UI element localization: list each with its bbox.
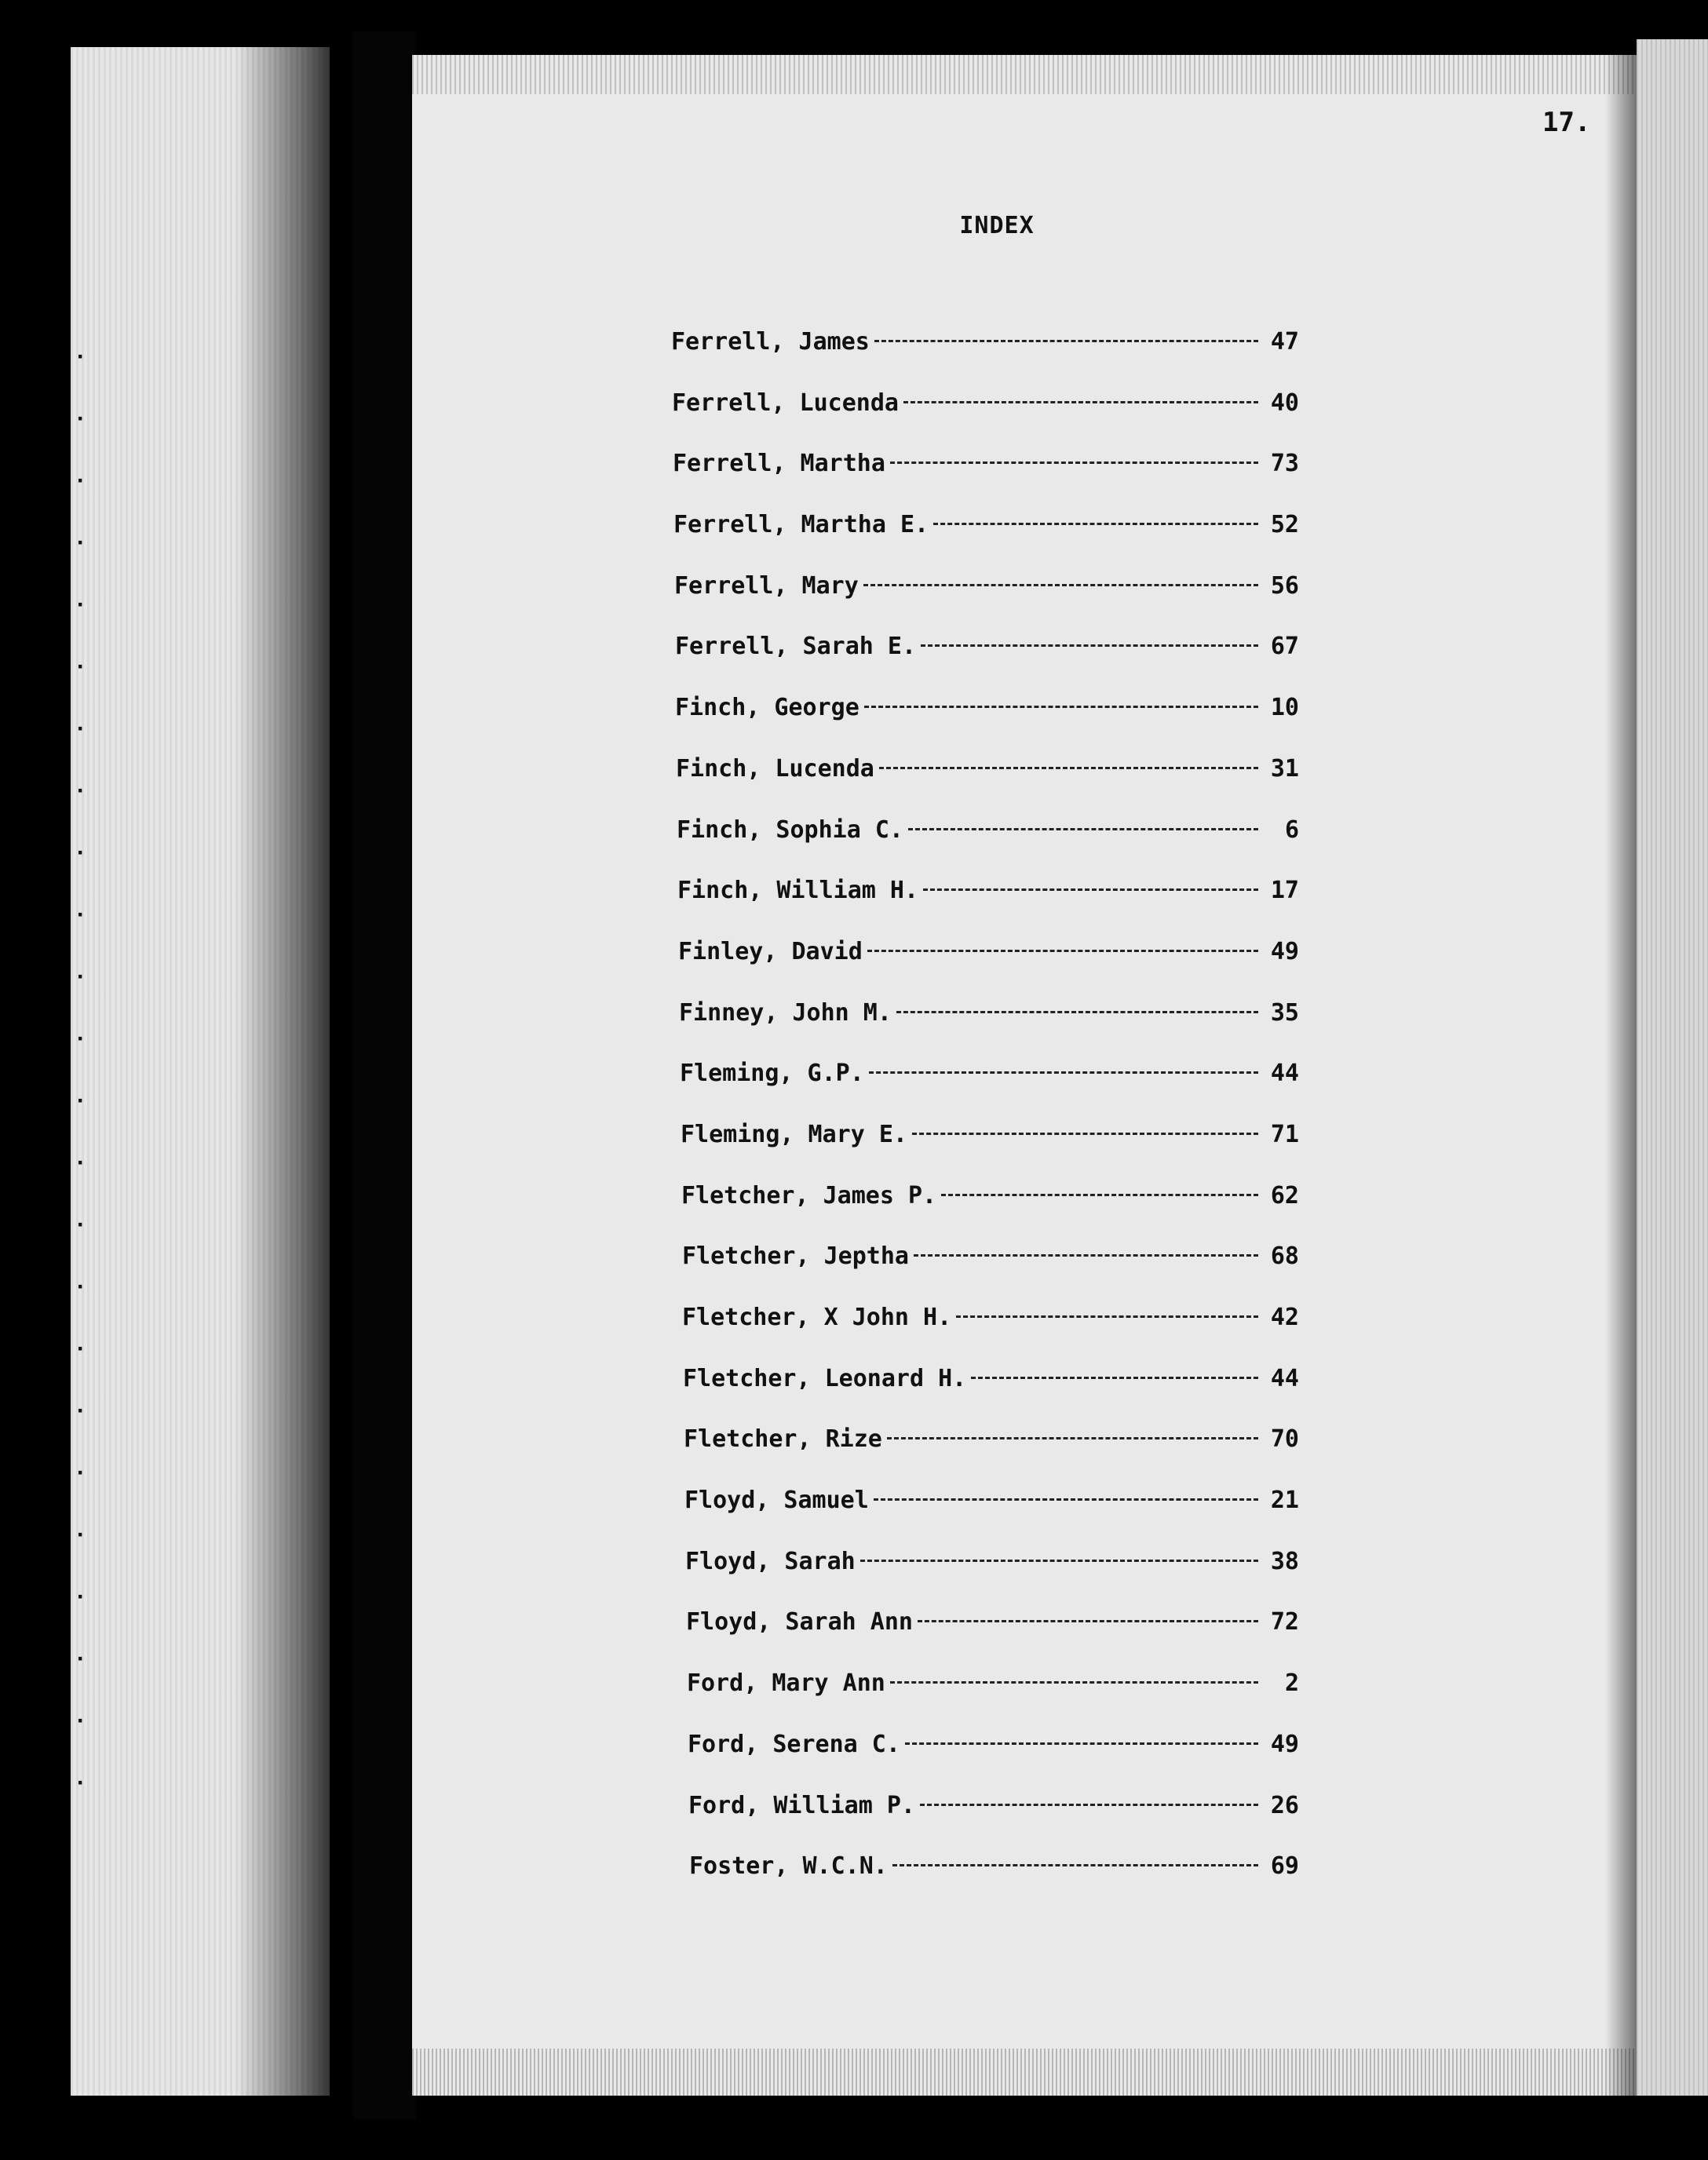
entry-name: Foster, W.C.N. xyxy=(689,1852,888,1881)
index-entry xyxy=(671,572,1299,633)
index-entry xyxy=(671,328,1299,389)
dot-leader xyxy=(869,1071,1258,1074)
dot-leader xyxy=(920,1804,1258,1806)
entry-name: Ferrell, James xyxy=(671,328,870,356)
page-number: 17. xyxy=(1542,107,1591,138)
entry-name: Ferrell, Sarah E. xyxy=(675,633,917,661)
entry-page-number: 71 xyxy=(1270,1120,1299,1148)
index-entry xyxy=(671,450,1299,511)
index-entry xyxy=(671,1242,1299,1304)
index-entry xyxy=(671,511,1299,572)
previous-page-bleed-marks: · · · · · · · · · · · · · · · · · · · · · · · · xyxy=(74,345,86,1795)
dot-leader xyxy=(863,584,1258,586)
index-entry xyxy=(671,1792,1299,1853)
entry-page-number: 35 xyxy=(1270,998,1299,1027)
index-entry xyxy=(671,694,1299,755)
index-entry xyxy=(671,1060,1299,1121)
dot-leader xyxy=(956,1315,1258,1318)
entry-page-number: 17 xyxy=(1270,877,1299,905)
dot-leader xyxy=(905,1742,1258,1745)
entry-page-number: 68 xyxy=(1270,1242,1299,1271)
entry-page-number: 62 xyxy=(1270,1181,1299,1210)
entry-name: Fletcher, Rize xyxy=(684,1425,882,1454)
dot-leader xyxy=(912,1133,1258,1135)
entry-name: Ferrell, Martha xyxy=(673,450,885,478)
index-entry xyxy=(671,1669,1299,1731)
dot-leader xyxy=(971,1377,1258,1379)
entry-name: Ford, Mary Ann xyxy=(687,1669,885,1698)
entry-name: Fletcher, Jeptha xyxy=(682,1242,909,1271)
entry-name: Ford, Serena C. xyxy=(688,1730,900,1758)
dot-leader xyxy=(890,1681,1258,1684)
dot-leader xyxy=(879,767,1258,769)
index-entry xyxy=(671,1121,1299,1182)
entry-page-number: 2 xyxy=(1284,1669,1299,1698)
dot-leader xyxy=(918,1620,1258,1622)
entry-page-number: 49 xyxy=(1270,1730,1299,1758)
entry-page-number: 70 xyxy=(1270,1425,1299,1454)
dot-leader xyxy=(890,462,1258,464)
entry-name: Ferrell, Mary xyxy=(674,571,859,600)
entry-name: Finney, John M. xyxy=(679,998,892,1027)
index-entry xyxy=(671,1182,1299,1243)
entry-page-number: 47 xyxy=(1270,328,1299,356)
entry-page-number: 21 xyxy=(1270,1487,1299,1515)
index-entry xyxy=(671,1852,1299,1914)
index-entry xyxy=(671,999,1299,1060)
index-entry xyxy=(671,755,1299,816)
dot-leader xyxy=(874,340,1258,342)
entry-page-number: 69 xyxy=(1270,1852,1299,1881)
entry-name: Floyd, Samuel xyxy=(684,1487,869,1515)
dot-leader xyxy=(892,1864,1258,1866)
right-page-edge xyxy=(1637,39,1708,2096)
entry-page-number: 6 xyxy=(1284,815,1299,844)
dot-leader xyxy=(903,401,1258,403)
entry-name: Fleming, Mary E. xyxy=(681,1120,907,1148)
entry-page-number: 49 xyxy=(1270,937,1299,965)
book-gutter xyxy=(353,31,416,2119)
entry-name: Finch, George xyxy=(675,694,859,722)
entry-page-number: 52 xyxy=(1270,511,1299,539)
entry-name: Floyd, Sarah Ann xyxy=(686,1608,913,1636)
entry-name: Fletcher, Leonard H. xyxy=(683,1364,967,1392)
entry-name: Ferrell, Martha E. xyxy=(673,511,929,539)
index-entry xyxy=(671,633,1299,694)
entry-page-number: 38 xyxy=(1270,1547,1299,1575)
index-entry xyxy=(671,1425,1299,1487)
entry-page-number: 67 xyxy=(1270,633,1299,661)
index-entry xyxy=(671,1487,1299,1548)
scan-noise-top xyxy=(412,55,1637,94)
index-entry xyxy=(671,938,1299,999)
dot-leader xyxy=(887,1437,1258,1439)
dot-leader xyxy=(933,523,1258,525)
index-entry xyxy=(671,1365,1299,1426)
index-entry xyxy=(671,1548,1299,1609)
index-entries xyxy=(671,328,1299,1914)
dot-leader xyxy=(874,1498,1258,1501)
entry-name: Finch, Sophia C. xyxy=(677,815,903,844)
entry-page-number: 26 xyxy=(1270,1791,1299,1819)
entry-page-number: 73 xyxy=(1270,450,1299,478)
page-fold-shadow xyxy=(235,47,353,2096)
entry-page-number: 44 xyxy=(1270,1364,1299,1392)
entry-name: Finch, William H. xyxy=(677,877,919,905)
entry-name: Finch, Lucenda xyxy=(676,754,874,783)
index-page xyxy=(412,55,1637,2096)
dot-leader xyxy=(921,644,1258,647)
dot-leader xyxy=(914,1254,1258,1257)
entry-page-number: 40 xyxy=(1270,389,1299,417)
index-entry xyxy=(671,1304,1299,1365)
index-entry xyxy=(671,1731,1299,1792)
entry-page-number: 42 xyxy=(1270,1304,1299,1331)
dot-leader xyxy=(860,1560,1258,1562)
entry-name: Fletcher, X John H. xyxy=(682,1304,952,1331)
dot-leader xyxy=(908,828,1258,830)
dot-leader xyxy=(923,888,1258,891)
entry-name: Finley, David xyxy=(678,937,863,965)
page-title: INDEX xyxy=(959,212,1035,239)
entry-page-number: 72 xyxy=(1270,1608,1299,1636)
index-entry xyxy=(671,816,1299,878)
entry-page-number: 31 xyxy=(1270,754,1299,783)
entry-name: Ferrell, Lucenda xyxy=(672,389,899,417)
entry-name: Floyd, Sarah xyxy=(685,1547,856,1575)
entry-page-number: 10 xyxy=(1270,694,1299,722)
entry-name: Fletcher, James P. xyxy=(681,1181,937,1210)
entry-page-number: 56 xyxy=(1270,571,1299,600)
dot-leader xyxy=(941,1194,1258,1196)
dot-leader xyxy=(867,950,1258,952)
scan-noise-bottom xyxy=(412,2049,1637,2096)
dot-leader xyxy=(864,706,1258,708)
entry-page-number: 44 xyxy=(1270,1060,1299,1088)
index-entry xyxy=(671,389,1299,451)
page-edge-shadow xyxy=(1605,55,1637,2096)
dot-leader xyxy=(896,1011,1258,1013)
index-entry xyxy=(671,877,1299,938)
entry-name: Ford, William P. xyxy=(688,1791,915,1819)
entry-name: Fleming, G.P. xyxy=(680,1060,864,1088)
index-entry xyxy=(671,1608,1299,1669)
